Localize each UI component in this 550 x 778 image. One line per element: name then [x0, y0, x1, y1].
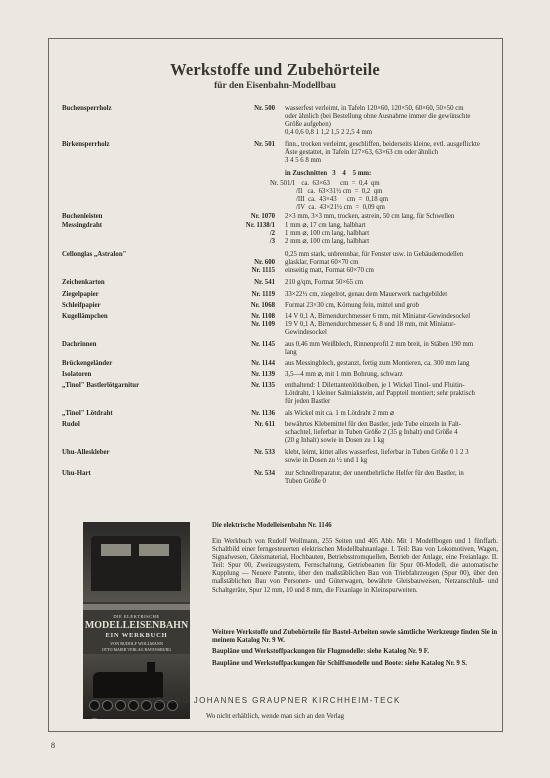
product-description: enthaltend: 1 Dilettantenlötkolben, je 1 Wickel Tinol- und Fluitin- Lötdraht, 1 kleiner Salmiakstein, auf Pappteil montiert; sehr praktisch für jeden Bastler: [285, 382, 475, 405]
product-description: zur Schnellreparatur, der unentbehrliche Helfer für den Bastler, in Tuben Größe 0: [285, 470, 464, 485]
product-name: Buchensperrholz: [62, 105, 112, 112]
product-name: Buchenleisten: [62, 213, 103, 220]
product-description: 1 mm ⌀, 17 cm lang, halbhart 1 mm ⌀, 100 cm lang, halbhart 2 mm ⌀, 100 cm lang, halbhart: [285, 222, 370, 245]
product-description: 0,25 mm stark, unbrennbar, für Fenster usw. in Gebäudemodellen glasklar, Format 60×70 cm einseitig matt, Format 60×70 cm: [285, 251, 464, 274]
product-number: Nr. 1145: [251, 341, 275, 348]
catalog-note: Baupläne und Werkstoffpackungen für Schiffsmodelle und Boote: siehe Katalog Nr. 9 S.: [212, 660, 467, 667]
product-number: Nr. 1136: [251, 410, 275, 417]
product-name: Uhu-Alleskleber: [62, 449, 110, 456]
product-description: 3,5—4 mm ⌀, mit 1 mm Bohrung, schwarz: [285, 371, 403, 378]
product-number: Nr. 500: [254, 105, 275, 112]
product-number: Nr. 501: [254, 141, 275, 148]
cover-title: MODELLEISENBAHN: [84, 620, 189, 631]
catalog-note: Weitere Werkstoffe und Zubehörteile für Bastel-Arbeiten sowie sämtliche Werkzeuge finden Sie in meinem Katalog Nr. 9 W.: [212, 629, 498, 645]
product-name: Zeichenkarton: [62, 279, 105, 286]
zuschnitte-row: Nr. 501/I ca. 63×63 cm = 0,4 qm: [270, 180, 380, 187]
product-description: finn., trocken verleimt, geschliffen, beiderseits kleine, evtl. ausgeflickte Äste gestattet, in Tafeln 127×63, 63×63 cm oder ähnlich 3 4 5 6 8 mm: [285, 141, 480, 164]
product-name: Messingdraht: [62, 222, 103, 229]
product-name: Rudol: [62, 421, 80, 428]
product-name: Brückengeländer: [62, 360, 113, 367]
zuschnitte-row: /IV ca. 43×21½ cm = 0,09 qm: [296, 204, 385, 211]
zuschnitte-heading: in Zuschnitten 3 4 5 mm:: [285, 170, 372, 177]
footer-note: Wo nicht erhältlich, wende man sich an den Verlag: [205, 713, 345, 720]
product-number: Nr. 1070: [250, 213, 275, 220]
product-number: Nr. 600 Nr. 1115: [251, 259, 275, 274]
publisher-line: VERLAG JOHANNES GRAUPNER KIRCHHEIM-TECK: [149, 696, 401, 705]
cover-text: DIE ELEKTRISCHE: [113, 614, 160, 619]
product-name: Cellonglas „Astralon": [62, 251, 127, 258]
cover-text: VON RUDOLF WOLLMANN: [110, 641, 163, 646]
product-number: Nr. 611: [254, 421, 275, 428]
page-subtitle: für den Eisenbahn-Modellbau: [214, 81, 336, 91]
page-title: Werkstoffe und Zubehörteile: [170, 60, 380, 79]
product-number: Nr. 1068: [250, 302, 275, 309]
page-number: 8: [51, 741, 55, 750]
product-name: Isolatoren: [62, 371, 92, 378]
product-number: Nr. 534: [254, 470, 275, 477]
cover-text: EIN WERKBUCH: [105, 632, 168, 639]
product-description: 2×3 mm, 3×3 mm, trocken, astrein, 50 cm lang, für Schwellen: [285, 213, 455, 220]
product-description: klebt, leimt, kittet alles wasserfest, lieferbar in Tuben Größe 0 1 2 3 sowie in Dosen zu ½ und 1 kg: [285, 449, 469, 464]
book-cover-image: [83, 522, 190, 719]
product-description: wasserfest verleimt, in Tafeln 120×60, 120×50, 60×60, 50×50 cm oder ähnlich (bei Bestellung ohne Ausnahme immer die gewünschte Größe aufgeben) 0,4 0,6 0,8 1 1,2 1,5 2 2,5 4 mm: [285, 105, 471, 136]
product-description: aus 0,46 mm Weißblech, Rinnenprofil 2 mm breit, in Stäben 190 mm lang: [285, 341, 474, 356]
product-description: bewährtes Klebemittel für den Bastler, jede Tube einzeln in Falt- schachtel, lieferbar in Tuben Größe 2 (35 g Inhalt) und Größe 4 (20 g Inhalt) sowie in Dosen zu 1 kg: [285, 421, 462, 444]
product-name: Dachrinnen: [62, 341, 97, 348]
product-description: aus Messingblech, gestanzt, fertig zum Montieren, ca. 300 mm lang: [285, 360, 470, 367]
product-description: 14 V 0,1 A, Birnendurchmesser 6 mm, mit Miniatur-Gewindesockel 19 V 0,1 A, Birnendurchmesser 6, 8 und 18 mm, mit Miniatur- Gewindesockel: [285, 313, 471, 336]
product-number: Nr. 1108 Nr. 1109: [251, 313, 275, 328]
product-number: Nr. 1138/1 /2 /3: [245, 222, 275, 245]
product-number: Nr. 1135: [251, 382, 275, 389]
zuschnitte-row: /III ca. 43×43 cm = 0,18 qm: [296, 196, 389, 203]
product-number: Nr. 1144: [251, 360, 275, 367]
book-title: Die elektrische Modelleisenbahn Nr. 1146: [212, 522, 332, 529]
product-name: Uhu-Hart: [62, 470, 91, 477]
cover-text: OTTO MAIER VERLAG RAVENSBURG: [101, 647, 172, 652]
product-description: als Wickel mit ca. 1 m Lötdraht 2 mm ⌀: [285, 410, 395, 417]
product-number: Nr. 541: [254, 279, 275, 286]
product-name: Schleifpapier: [62, 302, 101, 309]
product-name: Kugellämpchen: [62, 313, 108, 320]
product-name: Ziegelpapier: [62, 291, 99, 298]
steam-locomotive-illustration: [93, 672, 163, 698]
zuschnitte-row: /II ca. 63×31½ cm = 0,2 qm: [296, 188, 383, 195]
product-name: „Tinol" Bastlerlötgarnitur: [62, 382, 140, 389]
product-number: Nr. 1139: [251, 371, 275, 378]
product-number: Nr. 533: [254, 449, 275, 456]
catalog-note: Baupläne und Werkstoffpackungen für Flugmodelle: siehe Katalog Nr. 9 F.: [212, 648, 429, 655]
product-number: Nr. 1119: [251, 291, 275, 298]
product-description: 210 g/qm, Format 50×65 cm: [285, 279, 364, 286]
product-name: Birkensperrholz: [62, 141, 110, 148]
product-description: 33×22½ cm, ziegelrot, genau dem Mauerwerk nachgebildet: [285, 291, 448, 298]
product-description: Format 23×30 cm, Körnung fein, mittel und grob: [285, 302, 419, 309]
book-description: Ein Werkbuch von Rudolf Wollmann, 255 Seiten und 405 Abb. Mit 1 Modellbogen und 1 fünffarb. Schaltbild einer ferngesteuerten elektrischen Modellbahnanlage. I. Teil: Bau von Lokomotiven, Wagen, Signalwesen, Gleismaterial, Hochbauten, Betriebsstromquellen, Betrieb der Anlage, eine Freianlage. II. Teil: Spur 00, Zweizugsystem, Fernschaltung, Getriebearten für Spur 00-Modell, die automatische Kupplung — Neuere Patente, über den maßstäblichen Bau von Triebfahrzeugen (Spur 00), über den maßstäblichen Bau von Personen- und Güterwagen, bewährte Gleisbauweisen, Netzanschluß- und Schaltgeräte, Spur 12 mm, 10 und 8 mm, die Fixanlage in Kleinspurweiten.: [212, 538, 498, 594]
product-name: „Tinol" Lötdraht: [62, 410, 113, 417]
